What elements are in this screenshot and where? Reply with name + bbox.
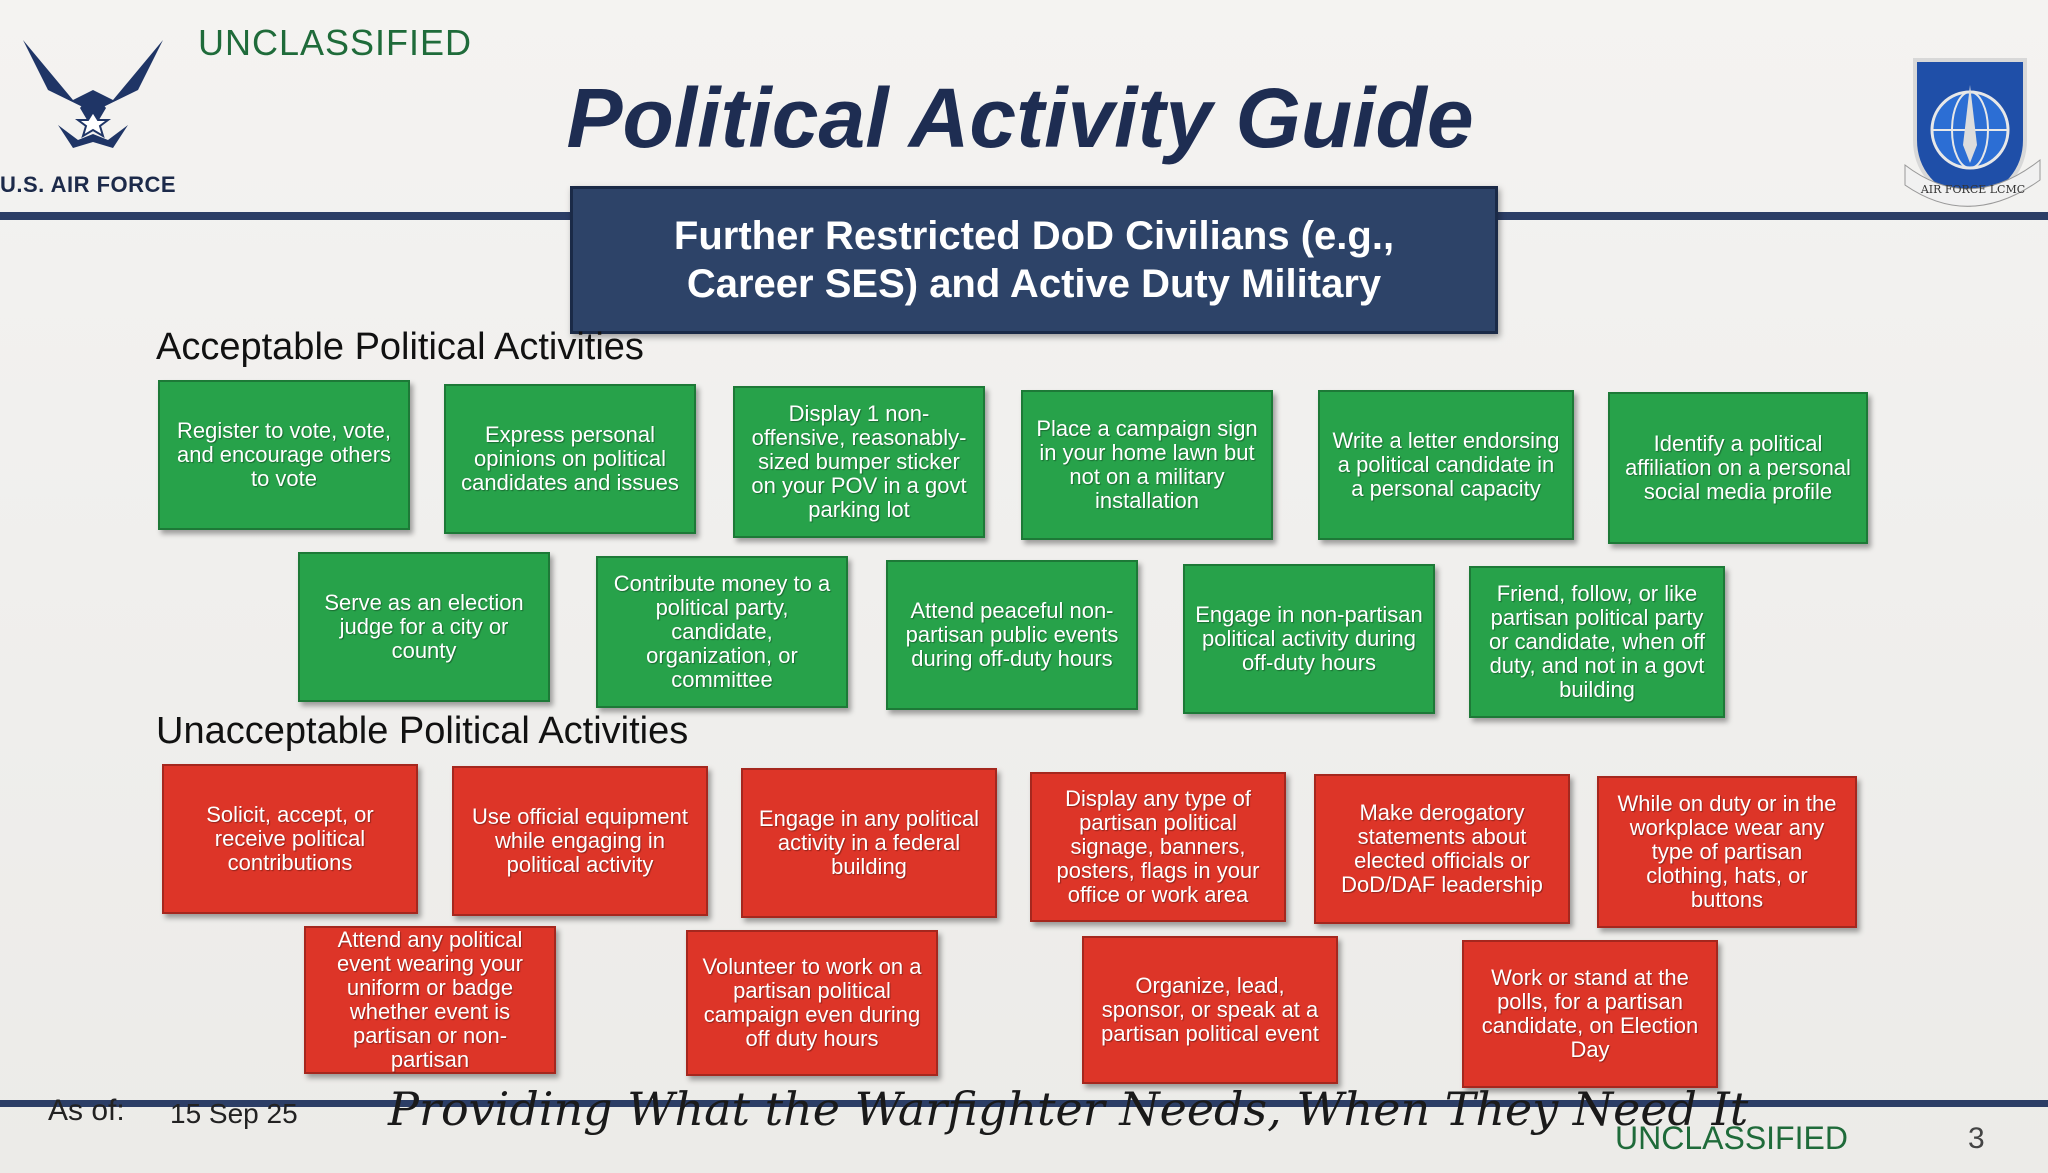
acceptable-item: Engage in non-partisan political activity during off-duty hours xyxy=(1183,564,1435,714)
unacceptable-item: Solicit, accept, or receive political contributions xyxy=(162,764,418,914)
unacceptable-item: Make derogatory statements about elected officials or DoD/DAF leadership xyxy=(1314,774,1570,924)
unacceptable-heading: Unacceptable Political Activities xyxy=(156,710,689,752)
slogan: Providing What the Warfighter Needs, When They Need It xyxy=(388,1082,1749,1136)
classification-top: UNCLASSIFIED xyxy=(198,22,473,63)
unacceptable-item: Volunteer to work on a partisan political campaign even during off duty hours xyxy=(686,930,938,1076)
audience-banner: Further Restricted DoD Civilians (e.g., Career SES) and Active Duty Military xyxy=(570,186,1498,334)
acceptable-item: Serve as an election judge for a city or county xyxy=(298,552,550,702)
air-force-wings-icon xyxy=(18,30,168,150)
unacceptable-item: Use official equipment while engaging in political activity xyxy=(452,766,708,916)
lcmc-shield-icon xyxy=(1895,45,2045,210)
unacceptable-item: Work or stand at the polls, for a partisan candidate, on Election Day xyxy=(1462,940,1718,1088)
acceptable-item: Identify a political affiliation on a personal social media profile xyxy=(1608,392,1868,544)
acceptable-item: Contribute money to a political party, candidate, organization, or committee xyxy=(596,556,848,708)
acceptable-item: Express personal opinions on political candidates and issues xyxy=(444,384,696,534)
page-title: Political Activity Guide xyxy=(566,71,1474,165)
unacceptable-item: Organize, lead, sponsor, or speak at a partisan political event xyxy=(1082,936,1338,1084)
unacceptable-item: Display any type of partisan political signage, banners, posters, flags in your office or work area xyxy=(1030,772,1286,922)
as-of-label: As of: xyxy=(48,1094,125,1127)
unacceptable-item: Engage in any political activity in a federal building xyxy=(741,768,997,918)
shield-text: AIR FORCE LCMC xyxy=(1920,183,2026,196)
unacceptable-item: Attend any political event wearing your uniform or badge whether event is partisan or non-partisan xyxy=(304,926,556,1074)
acceptable-item: Write a letter endorsing a political candidate in a personal capacity xyxy=(1318,390,1574,540)
acceptable-item: Display 1 non-offensive, reasonably-sized bumper sticker on your POV in a govt parking lot xyxy=(733,386,985,538)
page-number: 3 xyxy=(1968,1122,1985,1155)
acceptable-item: Friend, follow, or like partisan political party or candidate, when off duty, and not in a govt building xyxy=(1469,566,1725,718)
acceptable-item: Attend peaceful non-partisan public events during off-duty hours xyxy=(886,560,1138,710)
org-label: U.S. AIR FORCE xyxy=(0,172,177,197)
as-of-date: 15 Sep 25 xyxy=(170,1098,298,1129)
classification-bottom: UNCLASSIFIED xyxy=(1615,1120,1848,1156)
acceptable-heading: Acceptable Political Activities xyxy=(156,326,644,368)
acceptable-item: Register to vote, vote, and encourage others to vote xyxy=(158,380,410,530)
acceptable-item: Place a campaign sign in your home lawn but not on a military installation xyxy=(1021,390,1273,540)
unacceptable-item: While on duty or in the workplace wear any type of partisan clothing, hats, or buttons xyxy=(1597,776,1857,928)
